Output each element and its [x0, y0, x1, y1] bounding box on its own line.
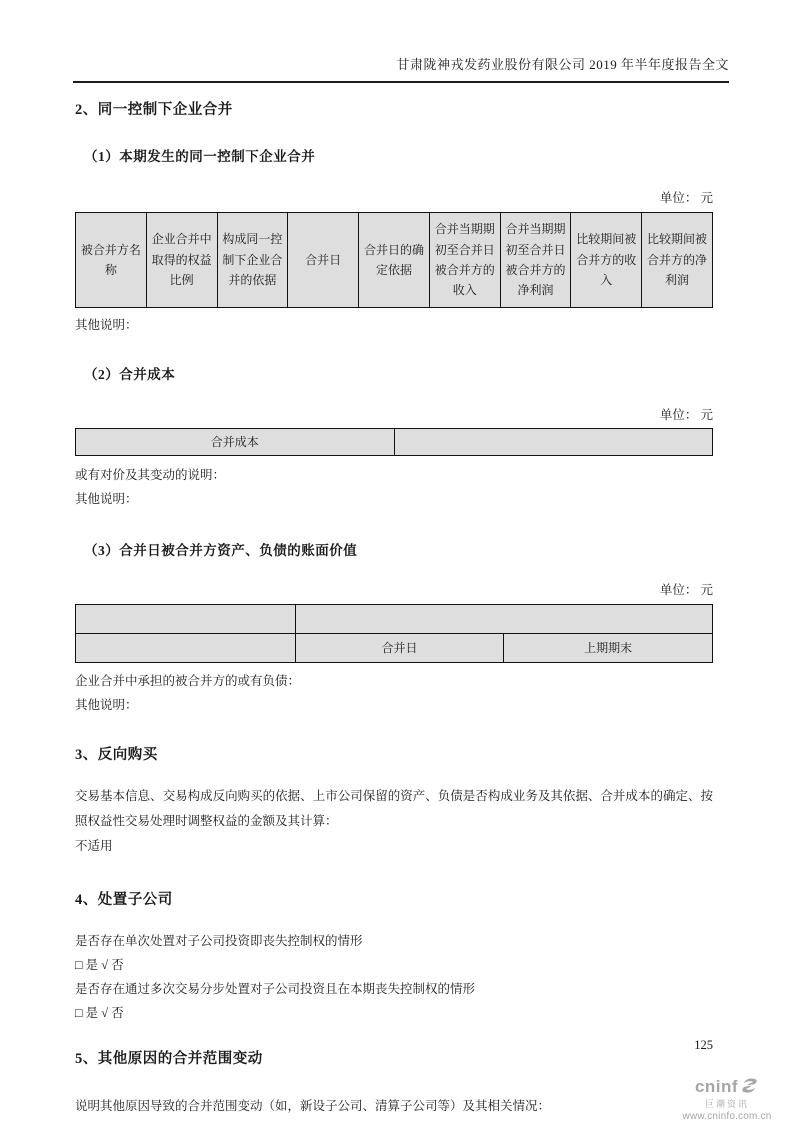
other-note-1: 其他说明： — [75, 318, 138, 332]
unit-label-2: 单位： 元 — [659, 408, 713, 422]
bv-col-merge-date: 合并日 — [295, 634, 504, 663]
bv-empty-cell — [76, 605, 296, 634]
merger-col-date-basis: 合并日的确定依据 — [359, 213, 430, 308]
unit-label-3: 单位： 元 — [659, 583, 713, 598]
unit-label-1: 单位： 元 — [659, 191, 713, 205]
merger-col-basis: 构成同一控制下企业合并的依据 — [217, 213, 288, 308]
merger-table — [75, 212, 713, 308]
cost-table-row — [76, 429, 713, 456]
merger-col-income: 合并当期期初至合并日被合并方的收入 — [429, 213, 500, 308]
cninfo-url: www.cninfo.com.cn — [682, 1111, 772, 1122]
page-content — [75, 98, 713, 1118]
section-2-1-title: （1）本期发生的同一控制下企业合并 — [84, 149, 316, 164]
merger-table-header-row — [76, 213, 713, 308]
section-3-title: 3、反向购买 — [75, 747, 158, 764]
cost-value-cell — [394, 429, 713, 456]
section-4-question-2: 是否存在通过多次交易分步处置对子公司投资且在本期丧失控制权的情形 — [75, 982, 476, 997]
section-4-answer-1: □ 是 √ 否 — [75, 958, 124, 973]
contingent-note: 或有对价及其变动的说明： — [75, 468, 226, 483]
section-2-2-title: （2）合并成本 — [84, 367, 176, 382]
section-2-title: 2、同一控制下企业合并 — [75, 102, 233, 118]
section-5-desc: 说明其他原因导致的合并范围变动（如，新设子公司、清算子公司等）及其相关情况： — [75, 1099, 551, 1114]
liability-note: 企业合并中承担的被合并方的或有负债： — [75, 674, 301, 689]
other-note-2: 其他说明： — [75, 492, 138, 507]
book-value-row-2 — [76, 634, 713, 663]
merger-col-equity-ratio: 企业合并中取得的权益比例 — [146, 213, 217, 308]
merger-col-cmp-profit: 比较期间被合并方的净利润 — [642, 213, 713, 308]
section-3-value: 不适用 — [75, 839, 113, 854]
cninfo-cn-name: 巨潮资讯 — [704, 1098, 749, 1109]
cninfo-logo — [667, 1076, 787, 1122]
book-value-row-1 — [76, 605, 713, 634]
cninfo-brand-text: cninf — [694, 1077, 739, 1097]
merger-col-name: 被合并方名称 — [76, 213, 147, 308]
bv-col-prior-period: 上期期末 — [504, 634, 713, 663]
merger-col-date: 合并日 — [288, 213, 359, 308]
cost-table — [75, 428, 713, 456]
book-value-table — [75, 604, 713, 663]
section-4-question-1: 是否存在单次处置对子公司投资即丧失控制权的情形 — [75, 934, 363, 949]
merger-col-net-profit: 合并当期期初至合并日被合并方的净利润 — [500, 213, 571, 308]
section-4-title: 4、处置子公司 — [75, 892, 173, 909]
cninfo-swirl-icon — [740, 1076, 759, 1100]
bv-empty-cell-2 — [76, 634, 296, 663]
section-4-answer-2: □ 是 √ 否 — [75, 1006, 124, 1021]
other-note-3: 其他说明： — [75, 698, 138, 713]
page-header — [73, 0, 729, 83]
cost-label-cell: 合并成本 — [76, 429, 395, 456]
page-number: 125 — [694, 1038, 713, 1052]
merger-col-cmp-income: 比较期间被合并方的收入 — [571, 213, 642, 308]
section-2-3-title: （3）合并日被合并方资产、负债的账面价值 — [84, 543, 358, 559]
section-3-desc: 交易基本信息、交易构成反向购买的依据、上市公司保留的资产、负债是否构成业务及其依据、合并成本的确定、按照权益性交易处理时调整权益的金额及其计算： — [75, 789, 713, 829]
section-5-title: 5、其他原因的合并范围变动 — [75, 1051, 263, 1068]
report-title: 甘肃陇神戎发药业股份有限公司 2019 年半年度报告全文 — [396, 57, 729, 72]
bv-merged-cell — [295, 605, 712, 634]
